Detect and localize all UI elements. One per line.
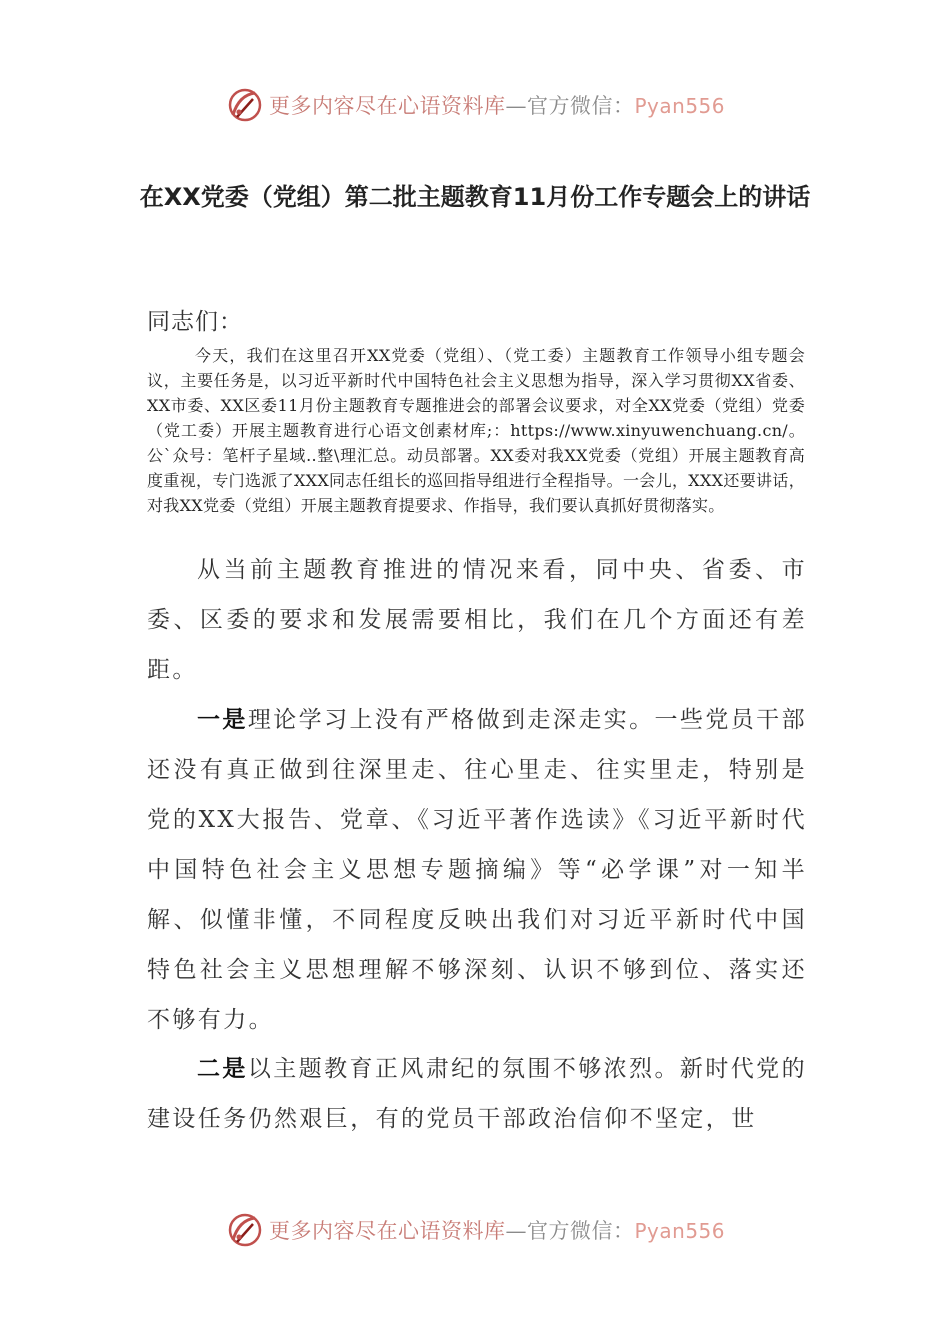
pen-swirl-logo-icon: [225, 85, 265, 125]
watermark-wechat-id: Pyan556: [634, 1219, 725, 1243]
point-two-text: 以主题教育正风肃纪的氛围不够浓烈。新时代党的建设任务仍然艰巨，有的党员干部政治信仰不坚定，世: [147, 1056, 807, 1132]
point-two-lead: 二是: [197, 1056, 248, 1082]
watermark-text: [269, 90, 725, 120]
intro-paragraph: 今天，我们在这里召开XX党委（党组）、（党工委）主题教育工作领导小组专题会议，主要任务是，以习近平新时代中国特色社会主义思想为指导，深入学习贯彻XX省委、XX市委、XX区委11月份主题教育专题推进会的部署会议要求，对全XX党委（党组）党委（党工委）开展主题教育进行心语文创素材库;：https://www.xinyuwenchuang.cn/。公`众号：笔杆子星域..整\理汇总。动员部署。XX委对我XX党委（党组）开展主题教育高度重视，专门选派了XXX同志任组长的巡回指导组进行全程指导。一会儿，XXX还要讲话，对我XX党委（党组）开展主题教育提要求、作指导，我们要认真抓好贯彻落实。: [147, 346, 805, 515]
watermark-text: [269, 1215, 725, 1245]
watermark-dash: —: [505, 94, 527, 118]
watermark-dash: —: [505, 1219, 527, 1243]
watermark-brand: 更多内容尽在心语资料库: [268, 94, 506, 118]
watermark-wechat-id: Pyan556: [634, 94, 725, 118]
header-watermark: [0, 80, 950, 130]
point-one-lead: 一是: [197, 707, 248, 733]
watermark-contact-label: 官方微信：: [526, 94, 635, 118]
watermark-contact-label: 官方微信：: [526, 1219, 635, 1243]
footer-watermark: [0, 1205, 950, 1255]
paragraph-point-two: [147, 1044, 807, 1144]
watermark-brand: 更多内容尽在心语资料库: [268, 1219, 506, 1243]
salutation: 同志们：: [147, 309, 243, 335]
point-one-text: 理论学习上没有严格做到走深走实。一些党员干部还没有真正做到往深里走、往心里走、往实里走，特别是党的XX大报告、党章、《习近平著作选读》《习近平新时代中国特色社会主义思想专题摘编》等“必学课”对一知半解、似懂非懂，不同程度反映出我们对习近平新时代中国特色社会主义思想理解不够深刻、认识不够到位、落实还不够有力。: [147, 707, 807, 1033]
paragraph-gap-overview: 从当前主题教育推进的情况来看，同中央、省委、市委、区委的要求和发展需要相比，我们在几个方面还有差距。: [147, 557, 807, 683]
paragraph-point-one: [147, 695, 807, 1045]
document-title: 在XX党委（党组）第二批主题教育11月份工作专题会上的讲话: [139, 183, 811, 211]
pen-swirl-logo-icon: [225, 1210, 265, 1250]
